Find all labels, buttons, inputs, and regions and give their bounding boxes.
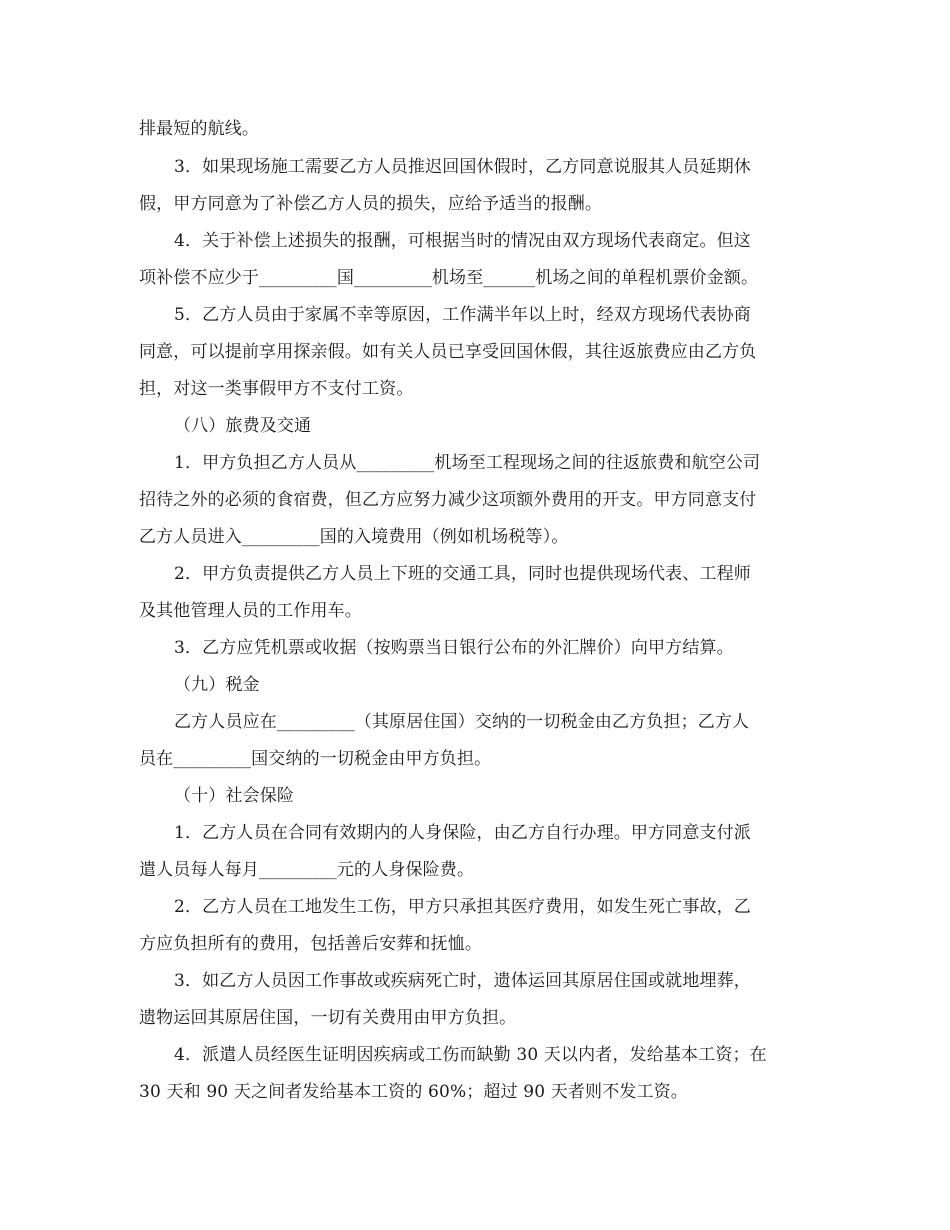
text-line: 乙方人员应在_________（其原居住国）交纳的一切税金由乙方负担；乙方人 <box>174 712 750 732</box>
text-line: 2．甲方负责提供乙方人员上下班的交通工具，同时也提供现场代表、工程师 <box>174 564 751 584</box>
text-line: 遗物运回其原居住国，一切有关费用由甲方负担。 <box>139 1008 517 1028</box>
text-line: 4．派遣人员经医生证明因疾病或工伤而缺勤 30 天以内者，发给基本工资；在 <box>174 1045 767 1065</box>
text-line: 2．乙方人员在工地发生工伤，甲方只承担其医疗费用，如发生死亡事故，乙 <box>174 897 751 917</box>
text-line: 3．如果现场施工需要乙方人员推迟回国休假时，乙方同意说服其人员延期休 <box>174 157 751 177</box>
text-line: 同意，可以提前享用探亲假。如有关人员已享受回国休假，其往返旅费应由乙方负 <box>139 342 757 362</box>
text-line: 及其他管理人员的工作用车。 <box>139 601 362 621</box>
text-line: 担，对这一类事假甲方不支付工资。 <box>139 379 414 399</box>
text-line: 员在_________国交纳的一切税金由甲方负担。 <box>139 749 492 769</box>
text-line: 30 天和 90 天之间者发给基本工资的 60%；超过 90 天者则不发工资。 <box>139 1082 688 1102</box>
text-line: 4．关于补偿上述损失的报酬，可根据当时的情况由双方现场代表商定。但这 <box>174 231 751 251</box>
text-line: 5．乙方人员由于家属不幸等原因，工作满半年以上时，经双方现场代表协商 <box>174 305 751 325</box>
text-line: 3．乙方应凭机票或收据（按购票当日银行公布的外汇牌价）向甲方结算。 <box>174 638 734 658</box>
text-line: 乙方人员进入_________国的入境费用（例如机场税等）。 <box>139 527 569 547</box>
text-line: 招待之外的必须的食宿费，但乙方应努力减少这项额外费用的开支。甲方同意支付 <box>139 490 757 510</box>
text-line: 遣人员每人每月_________元的人身保险费。 <box>139 860 475 880</box>
section-heading: （十）社会保险 <box>174 786 295 806</box>
text-line: 方应负担所有的费用，包括善后安葬和抚恤。 <box>139 934 482 954</box>
text-line: 1．甲方负担乙方人员从_________机场至工程现场之间的往返旅费和航空公司 <box>174 453 761 473</box>
text-line: 排最短的航线。 <box>139 119 260 139</box>
section-heading: （八）旅费及交通 <box>174 416 312 436</box>
text-line: 假，甲方同意为了补偿乙方人员的损失，应给予适当的报酬。 <box>139 194 603 214</box>
text-line: 3．如乙方人员因工作事故或疾病死亡时，遗体运回其原居住国或就地埋葬， <box>174 971 751 991</box>
section-heading: （九）税金 <box>174 675 260 695</box>
text-line: 1．乙方人员在合同有效期内的人身保险，由乙方自行办理。甲方同意支付派 <box>174 823 751 843</box>
text-line: 项补偿不应少于_________国_________机场至______机场之间的单程机票价金额。 <box>139 268 759 288</box>
